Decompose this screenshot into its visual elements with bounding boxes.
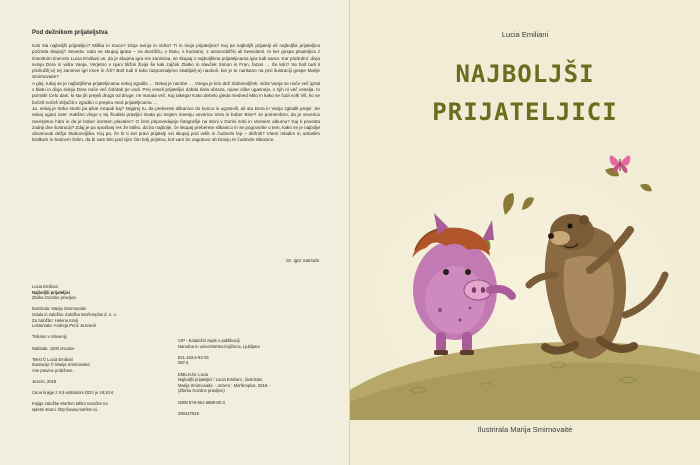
- back-cover-signature: Dr. Igor Saksida: [286, 258, 319, 263]
- imprint-cip-line: ISBN 978-961-6988-80-3: [178, 399, 225, 405]
- imprint-cip-line: 821.163.6-93-34: [178, 354, 209, 360]
- imprint-left: [32, 284, 162, 413]
- back-paragraph-2: A glej, tukaj se je najboljšima prijateljicama nekaj zgodilo … Nekaj je narobe … Vsega je kriv dež Slabovoljček: vidra Vanja se noče več igrati v blatu in divja svinja Dora noče več čofotati po vodi. Prej veseli prijateljici dobita kisla obraza, njune očke ugasnejo, v njih ni več veselja. In pomisli! Celo dani, ki sta jih prejeli druga od druge, ne marata več. Kaj takega! Kako debelo gleda medved Mito in kako se čudi volk Vili, ko se bočeš nočeš vključiti v zgodbo o prepiru med prijateljicama …: [32, 80, 320, 105]
- imprint-cip: [178, 338, 328, 416]
- cover-title-line-1: NAJBOLJŠI: [455, 60, 595, 88]
- imprint-left-line: Ilustrirala: Marija Smirnovaitė: [32, 306, 86, 312]
- imprint-left-line: Knjige založbe Morfem lahko naročite na: [32, 401, 108, 407]
- front-cover: [350, 0, 700, 465]
- imprint-cip-line: 290447616: [178, 410, 199, 416]
- imprint-cip-line: Narodna in univerzitetna knjižnica, Ljubljana: [178, 343, 260, 349]
- cover-illustrator: Ilustrirala Marija Smirnovaitė: [477, 425, 573, 434]
- imprint-cip-line: (Zbirka Gozdne pravljice): [178, 388, 225, 394]
- imprint-left-line: Najboljši prijateljici: [32, 289, 71, 295]
- back-cover-heading: Pod dežnikom prijateljstva: [32, 30, 108, 36]
- imprint-left-line: spletni strani: http://www.morfem.si.: [32, 407, 98, 413]
- back-cover-text: [32, 43, 320, 144]
- back-paragraph-3: Ja, nekaj je treba storiti pa pika! Ampak kaj? Najprej tu, da preberesi slikanico do konca in ugotoviš, ali sta Dora in Vanja zgladili prepir. Se nekaj ugani zate: Kakšno vlogo v tej živalski pravljici imata po tvojem mnenju veverica Vera in bober Bine? Je pomembno, da je veverica neverjetno hitra in da je bober izvrsten plavalec? O čem pripovedujejo fotografije na steni v Dorini sobi in Verinem albumu? Kaj ti povesta zadnji dve ilustraciji? Zdaj je pa vprašanj res že toliko, da bo najbolje, če skupaj preberete slikanico in se pogovorite o tem, kako se je najbolje obvarovati dežja Slabovoljčka. Kaj pa, če bi ti kot pravi prijatelji vsi skupaj pod velik in čudovito lep – dežnik? Vsem mladim in odraslim bralkam in bralcem želim, da bi vam bilo pod njim čim bolj prijetno, kot vam bo zagotovo ob branju te čudovite slikanice.: [32, 105, 320, 143]
- cover-illustration: [350, 140, 700, 420]
- imprint-cip-line: 087.5: [178, 360, 189, 366]
- imprint-left-line: Naklada: 1000 izvodov: [32, 345, 75, 351]
- imprint-cip-line: Najboljši prijateljici / Lucia Emiliani ; ilustrirala: [178, 377, 262, 383]
- imprint-left-line: Lektorirala: Andreja Perić Jezeredi: [32, 323, 96, 329]
- imprint-cip-line: CIP - Kataložni zapis o publikaciji: [178, 338, 240, 343]
- imprint-left-line: Vse pravice pridržane.: [32, 367, 74, 373]
- imprint-left-line: Za založbo: Helena Kralj: [32, 317, 78, 323]
- imprint-left-line: Izdala in založila: Založba Morfemplus d. o. o.: [32, 311, 117, 317]
- cover-title-line-2: PRIJATELJICI: [432, 98, 618, 126]
- imprint-cip-line: Marija Smirnovaitė. - Jezero : Morfemplus, 2018. -: [178, 382, 271, 388]
- imprint-left-line: Jezero, 2018: [32, 379, 57, 385]
- imprint-left-line: Zbirka Gozdne pravljice: [32, 295, 76, 301]
- imprint-cip-line: EMILIANI, Lucia: [178, 371, 209, 377]
- back-paragraph-1: Kdo sta najboljši prijateljici? Miška in muca? Divja svinja in vidra? Ti in tvoja prijateljica? Kaj pa najboljši prijatelji ali najboljša prijateljica počneta skupaj? Seveda: rada se skupaj igrata – na dvorišču, v blatu, s kockami, z avtomobilčki ali besedami. In ker gospa pisateljica z imenitnim imenom Lucia Emiliani ve, da je skupna igra res zanimiva, se skupaj z najboljšima prijateljicama igra tudi sama. Kar pridruhni: divja svinja Dora in vidra Vanja. Verjetno v njuni bližini živijo še kak zajček Zlatko in slavček Simon in Fran, fazan … Še kdo? Se boš tudi ti pridružil(-a) tej zanimivi igri imen in črk? Boš tudi ti tako razpoznaljeno skakljal(-a) naokoli, kot je to narisano na prvi ilustraciji gospe Marije Smirnovaite?: [32, 43, 320, 80]
- imprint-left-line: Cena knjige z 9,5-odstotnim DDV je 19,53 €: [32, 390, 114, 396]
- imprint-left-line: Lucia Emiliani: [32, 284, 58, 289]
- imprint-left-line: Ilustracije © Marija Smirnovaitė: [32, 362, 90, 368]
- imprint-left-line: Tekst © Lucia Emiliani: [32, 356, 74, 362]
- imprint-left-line: Tiskano v Sloveniji: [32, 334, 67, 340]
- cover-author: Lucia Emiliani: [501, 30, 549, 39]
